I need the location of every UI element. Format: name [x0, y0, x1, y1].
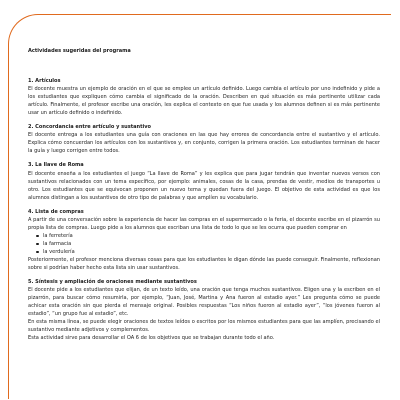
section-llave-de-roma [28, 161, 380, 201]
section-title: 4. Lista de compras [28, 208, 84, 215]
bullet-item: la ferretería [36, 232, 380, 240]
section-title: 2. Concordancia entre artículo y sustantivo [28, 124, 152, 131]
section-paragraph: En esta misma línea, se puede elegir oraciones de textos leídos o escritos por los mismos estudiantes para que las amplíen, precisando el sustantivo mediante adjetivos y complementos. [28, 319, 380, 334]
section-paragraph: El docente entrega a los estudiantes una guía con oraciones en las que hay errores de concordancia entre el sustantivo y el artículo. Explica cómo concuerdan los artículos con los sustantivos y, en conjunto, corrigen la primera oración. Los estudiantes terminan de hacer la guía y luego corrigen entre todos. [28, 132, 380, 155]
bullet-item: la farmacia [36, 240, 380, 248]
document-body [28, 47, 380, 348]
section-title: 5. Síntesis y ampliación de oraciones mediante sustantivos [28, 279, 197, 286]
section-paragraph: El docente muestra un ejemplo de oración en el que se emplee un artículo definido. Luego cambia el artículo por uno indefinido y pide a los estudiantes que expliquen cómo cambia el significado de la oración. Describen en qué situación es más pertinente utilizar cada artículo. Finalmente, el profesor escribe una oración, les explica el contexto en que fue usada y los alumnos definen si es más pertinente usar un artículo definido o indefinido. [28, 86, 380, 117]
bullet-item: la verdulería [36, 248, 380, 256]
section-title: 3. La llave de Roma [28, 162, 84, 169]
section-paragraph: El docente enseña a los estudiantes el juego “La llave de Roma” y les explica que para jugar tendrán que inventar nuevos versos con sustantivos relacionados con un tema específico, por ejemplo: animales, cosas de la casa, prendas de vestir, medios de transportes u otro. Los estudiantes que se equivocan proponen un nuevo tema y quedan fuera del juego. El objetivo de esta actividad es que los alumnos distingan a los sustantivos de otro tipo de palabras y que amplíen su vocabulario. [28, 170, 380, 201]
section-paragraph: A partir de una conversación sobre la experiencia de hacer las compras en el supermercado o la feria, el docente escribe en el pizarrón su propia lista de compras. Luego pide a los alumnos que escriban una lista de todo lo que se les ocurra que pueden comprar en [28, 216, 380, 231]
section-articulos [28, 77, 380, 117]
section-title: 1. Artículos [28, 78, 61, 85]
bullet-list [28, 232, 380, 256]
section-paragraph: Posteriormente, el profesor menciona diversas cosas para que los estudiantes le digan dónde las puede conseguir. Finalmente, reflexionan sobre si podrían haber hecho esta lista sin usar sustantivos. [28, 256, 380, 272]
section-lista-de-compras [28, 208, 380, 272]
document-title: Actividades sugeridas del programa [28, 48, 131, 54]
section-paragraph: Esta actividad sirve para desarrollar el OA 6 de los objetivos que se trabajan durante todo el año. [28, 335, 275, 342]
section-concordancia [28, 123, 380, 155]
section-sintesis [28, 278, 380, 342]
section-paragraph: El docente pide a los estudiantes que elijan, de un texto leído, una oración que tenga muchos sustantivos. Eligen una y la escriben en el pizarrón, para buscar cómo resumirla, por ejemplo, “Juan, José, Martina y Ana fueron al estadio ayer.” Les pregunta cómo se puede achicar esta oración sin que pierda el mensaje original. Posibles respuestas “Los niños fueron al estadio ayer”, “los jóvenes fueron al estadio”, “un grupo fue al estadio”, etc. [28, 287, 380, 318]
